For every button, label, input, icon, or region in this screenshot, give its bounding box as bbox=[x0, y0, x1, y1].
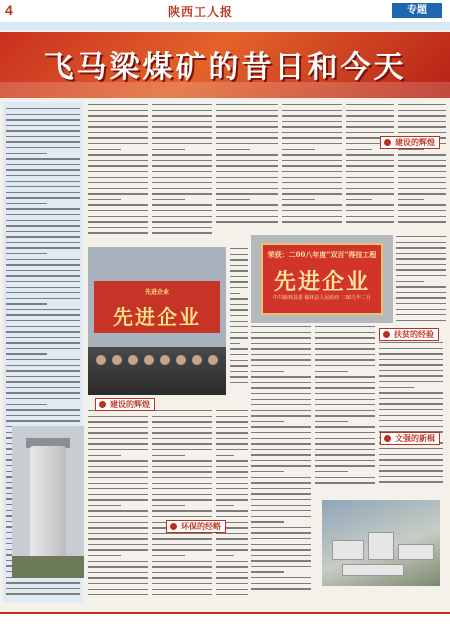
section-tag: 专题 bbox=[392, 3, 442, 18]
tower-body bbox=[30, 446, 66, 556]
article-column-14 bbox=[216, 410, 248, 608]
ceremony-banner bbox=[94, 281, 220, 333]
article-column-9 bbox=[251, 326, 311, 608]
subhead-environment: 环保的经略 bbox=[166, 520, 226, 533]
page-number: 4 bbox=[5, 2, 13, 18]
article-column-12 bbox=[88, 410, 148, 608]
plaque-issuer: 中共榆林县委 榆林县人民政府 二00九年二月 bbox=[272, 295, 372, 301]
article-column-13 bbox=[152, 410, 212, 608]
ceremony-banner-line2: 先进企业 bbox=[113, 305, 201, 329]
crowd bbox=[88, 347, 226, 395]
subhead-culture: 文强的新楫 bbox=[380, 432, 440, 445]
article-column-1 bbox=[88, 104, 148, 244]
article-column-10 bbox=[315, 326, 375, 496]
article-column-4 bbox=[282, 104, 342, 232]
article-column-7 bbox=[396, 236, 446, 332]
ceremony-photo bbox=[88, 247, 226, 395]
page-header bbox=[0, 0, 450, 24]
plaque-heading: 荣获：二00八年度“双百”得技工程 bbox=[267, 250, 377, 259]
article-column-8 bbox=[230, 248, 248, 396]
article-column-3 bbox=[216, 104, 278, 232]
tower-ground bbox=[12, 556, 84, 578]
info-bar bbox=[0, 22, 450, 30]
masthead: 陕西工人报 bbox=[168, 5, 234, 19]
subhead-construction: 建设的辉煌 bbox=[95, 398, 155, 411]
ceremony-banner-line1: 先进企业 bbox=[144, 290, 169, 296]
headline-banner bbox=[0, 32, 450, 98]
article-column-11 bbox=[379, 342, 443, 496]
plaque-title: 先进企业 bbox=[273, 269, 370, 295]
article-column-5 bbox=[346, 104, 394, 232]
mine-shaft-tower-photo bbox=[12, 426, 84, 578]
award-plaque bbox=[261, 243, 383, 315]
article-column-6 bbox=[398, 104, 446, 232]
award-plaque-photo bbox=[251, 235, 393, 323]
subhead-poverty-relief: 扶贫的经验 bbox=[379, 328, 439, 341]
headline: 飞马梁煤矿的昔日和今天 bbox=[43, 50, 407, 85]
mine-aerial-photo bbox=[322, 500, 440, 586]
page-footer bbox=[0, 612, 450, 630]
article-column-2 bbox=[152, 104, 212, 244]
subhead-achievement: 建设的辉煌 bbox=[380, 136, 440, 149]
